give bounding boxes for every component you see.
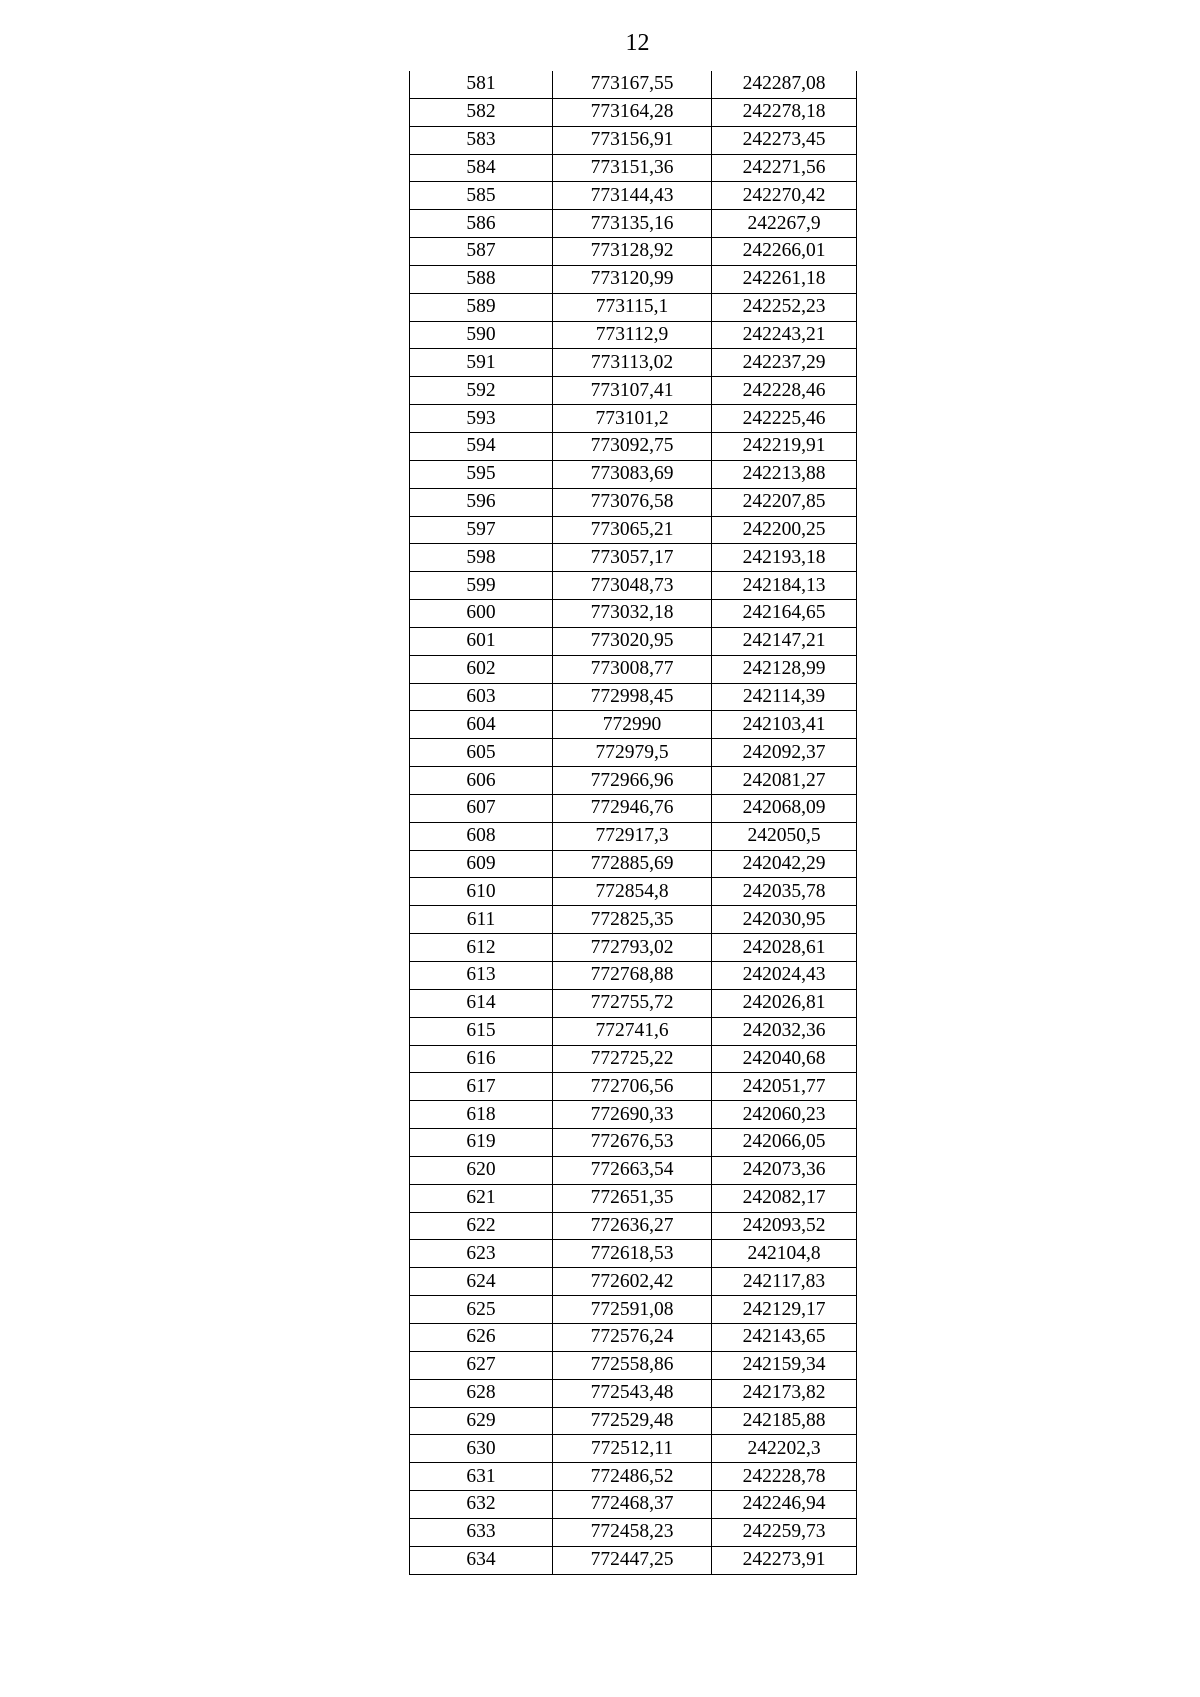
y-coordinate-cell: 242164,65 — [712, 600, 857, 628]
y-coordinate-cell: 242073,36 — [712, 1156, 857, 1184]
x-coordinate-cell: 772447,25 — [553, 1546, 712, 1574]
y-coordinate-cell: 242213,88 — [712, 460, 857, 488]
table-row — [410, 878, 857, 906]
y-coordinate-cell: 242060,23 — [712, 1101, 857, 1129]
x-coordinate-cell: 772854,8 — [553, 878, 712, 906]
y-coordinate-cell: 242207,85 — [712, 488, 857, 516]
table-row — [410, 516, 857, 544]
point-number-cell: 623 — [410, 1240, 553, 1268]
y-coordinate-cell: 242092,37 — [712, 739, 857, 767]
y-coordinate-cell: 242032,36 — [712, 1017, 857, 1045]
point-number-cell: 617 — [410, 1073, 553, 1101]
point-number-cell: 593 — [410, 405, 553, 433]
point-number-cell: 592 — [410, 377, 553, 405]
x-coordinate-cell: 773057,17 — [553, 544, 712, 572]
point-number-cell: 588 — [410, 265, 553, 293]
x-coordinate-cell: 773115,1 — [553, 293, 712, 321]
point-number-cell: 599 — [410, 572, 553, 600]
table-row — [410, 154, 857, 182]
table-row — [410, 1045, 857, 1073]
table-row — [410, 405, 857, 433]
x-coordinate-cell: 772663,54 — [553, 1156, 712, 1184]
x-coordinate-cell: 772990 — [553, 711, 712, 739]
point-number-cell: 601 — [410, 627, 553, 655]
x-coordinate-cell: 773101,2 — [553, 405, 712, 433]
point-number-cell: 605 — [410, 739, 553, 767]
y-coordinate-cell: 242040,68 — [712, 1045, 857, 1073]
point-number-cell: 620 — [410, 1156, 553, 1184]
table-row — [410, 655, 857, 683]
table-row — [410, 1546, 857, 1574]
x-coordinate-cell: 773092,75 — [553, 432, 712, 460]
x-coordinate-cell: 772966,96 — [553, 767, 712, 795]
point-number-cell: 597 — [410, 516, 553, 544]
x-coordinate-cell: 772636,27 — [553, 1212, 712, 1240]
x-coordinate-cell: 772558,86 — [553, 1351, 712, 1379]
y-coordinate-cell: 242026,81 — [712, 989, 857, 1017]
point-number-cell: 594 — [410, 432, 553, 460]
x-coordinate-cell: 772979,5 — [553, 739, 712, 767]
x-coordinate-cell: 772529,48 — [553, 1407, 712, 1435]
point-number-cell: 611 — [410, 906, 553, 934]
x-coordinate-cell: 773128,92 — [553, 238, 712, 266]
table-row — [410, 683, 857, 711]
table-row — [410, 1463, 857, 1491]
x-coordinate-cell: 772755,72 — [553, 989, 712, 1017]
table-row — [410, 1351, 857, 1379]
table-row — [410, 989, 857, 1017]
table-row — [410, 544, 857, 572]
table-row — [410, 432, 857, 460]
table-row — [410, 460, 857, 488]
point-number-cell: 602 — [410, 655, 553, 683]
y-coordinate-cell: 242042,29 — [712, 850, 857, 878]
y-coordinate-cell: 242261,18 — [712, 265, 857, 293]
x-coordinate-cell: 773076,58 — [553, 488, 712, 516]
y-coordinate-cell: 242228,46 — [712, 377, 857, 405]
table-row — [410, 1156, 857, 1184]
coordinates-table — [409, 71, 857, 1575]
x-coordinate-cell: 773107,41 — [553, 377, 712, 405]
y-coordinate-cell: 242143,65 — [712, 1323, 857, 1351]
x-coordinate-cell: 773020,95 — [553, 627, 712, 655]
point-number-cell: 587 — [410, 238, 553, 266]
y-coordinate-cell: 242184,13 — [712, 572, 857, 600]
x-coordinate-cell: 773048,73 — [553, 572, 712, 600]
table-row — [410, 265, 857, 293]
point-number-cell: 609 — [410, 850, 553, 878]
y-coordinate-cell: 242128,99 — [712, 655, 857, 683]
y-coordinate-cell: 242066,05 — [712, 1129, 857, 1157]
table-row — [410, 1073, 857, 1101]
x-coordinate-cell: 773167,55 — [553, 71, 712, 98]
x-coordinate-cell: 772676,53 — [553, 1129, 712, 1157]
y-coordinate-cell: 242114,39 — [712, 683, 857, 711]
y-coordinate-cell: 242030,95 — [712, 906, 857, 934]
point-number-cell: 631 — [410, 1463, 553, 1491]
x-coordinate-cell: 773120,99 — [553, 265, 712, 293]
point-number-cell: 634 — [410, 1546, 553, 1574]
table-row — [410, 1129, 857, 1157]
x-coordinate-cell: 772690,33 — [553, 1101, 712, 1129]
point-number-cell: 624 — [410, 1268, 553, 1296]
x-coordinate-cell: 773144,43 — [553, 182, 712, 210]
point-number-cell: 600 — [410, 600, 553, 628]
y-coordinate-cell: 242103,41 — [712, 711, 857, 739]
y-coordinate-cell: 242200,25 — [712, 516, 857, 544]
x-coordinate-cell: 772486,52 — [553, 1463, 712, 1491]
y-coordinate-cell: 242028,61 — [712, 934, 857, 962]
coordinates-table-body — [410, 71, 857, 1574]
point-number-cell: 581 — [410, 71, 553, 98]
point-number-cell: 626 — [410, 1323, 553, 1351]
x-coordinate-cell: 772825,35 — [553, 906, 712, 934]
y-coordinate-cell: 242082,17 — [712, 1184, 857, 1212]
x-coordinate-cell: 772512,11 — [553, 1435, 712, 1463]
table-row — [410, 767, 857, 795]
y-coordinate-cell: 242050,5 — [712, 822, 857, 850]
table-row — [410, 1518, 857, 1546]
table-row — [410, 934, 857, 962]
point-number-cell: 606 — [410, 767, 553, 795]
x-coordinate-cell: 772618,53 — [553, 1240, 712, 1268]
point-number-cell: 584 — [410, 154, 553, 182]
y-coordinate-cell: 242068,09 — [712, 794, 857, 822]
table-row — [410, 1323, 857, 1351]
x-coordinate-cell: 772706,56 — [553, 1073, 712, 1101]
y-coordinate-cell: 242159,34 — [712, 1351, 857, 1379]
point-number-cell: 596 — [410, 488, 553, 516]
y-coordinate-cell: 242278,18 — [712, 98, 857, 126]
x-coordinate-cell: 773032,18 — [553, 600, 712, 628]
table-row — [410, 1212, 857, 1240]
table-row — [410, 1101, 857, 1129]
y-coordinate-cell: 242273,45 — [712, 126, 857, 154]
table-row — [410, 349, 857, 377]
table-row — [410, 1017, 857, 1045]
x-coordinate-cell: 772946,76 — [553, 794, 712, 822]
y-coordinate-cell: 242225,46 — [712, 405, 857, 433]
point-number-cell: 590 — [410, 321, 553, 349]
point-number-cell: 629 — [410, 1407, 553, 1435]
point-number-cell: 628 — [410, 1379, 553, 1407]
point-number-cell: 589 — [410, 293, 553, 321]
y-coordinate-cell: 242129,17 — [712, 1296, 857, 1324]
x-coordinate-cell: 773008,77 — [553, 655, 712, 683]
y-coordinate-cell: 242193,18 — [712, 544, 857, 572]
table-row — [410, 627, 857, 655]
table-row — [410, 906, 857, 934]
y-coordinate-cell: 242267,9 — [712, 210, 857, 238]
y-coordinate-cell: 242051,77 — [712, 1073, 857, 1101]
y-coordinate-cell: 242243,21 — [712, 321, 857, 349]
y-coordinate-cell: 242271,56 — [712, 154, 857, 182]
table-row — [410, 293, 857, 321]
x-coordinate-cell: 772917,3 — [553, 822, 712, 850]
point-number-cell: 625 — [410, 1296, 553, 1324]
x-coordinate-cell: 773156,91 — [553, 126, 712, 154]
table-row — [410, 1379, 857, 1407]
x-coordinate-cell: 772741,6 — [553, 1017, 712, 1045]
x-coordinate-cell: 772468,37 — [553, 1491, 712, 1519]
table-row — [410, 711, 857, 739]
table-row — [410, 1268, 857, 1296]
table-row — [410, 794, 857, 822]
point-number-cell: 630 — [410, 1435, 553, 1463]
x-coordinate-cell: 773135,16 — [553, 210, 712, 238]
table-row — [410, 1296, 857, 1324]
point-number-cell: 608 — [410, 822, 553, 850]
table-row — [410, 1407, 857, 1435]
x-coordinate-cell: 772602,42 — [553, 1268, 712, 1296]
table-row — [410, 1240, 857, 1268]
x-coordinate-cell: 772998,45 — [553, 683, 712, 711]
table-row — [410, 739, 857, 767]
x-coordinate-cell: 772651,35 — [553, 1184, 712, 1212]
point-number-cell: 586 — [410, 210, 553, 238]
table-row — [410, 98, 857, 126]
x-coordinate-cell: 772885,69 — [553, 850, 712, 878]
table-row — [410, 962, 857, 990]
y-coordinate-cell: 242147,21 — [712, 627, 857, 655]
point-number-cell: 610 — [410, 878, 553, 906]
table-row — [410, 71, 857, 98]
point-number-cell: 622 — [410, 1212, 553, 1240]
y-coordinate-cell: 242259,73 — [712, 1518, 857, 1546]
y-coordinate-cell: 242246,94 — [712, 1491, 857, 1519]
x-coordinate-cell: 773083,69 — [553, 460, 712, 488]
y-coordinate-cell: 242081,27 — [712, 767, 857, 795]
x-coordinate-cell: 772591,08 — [553, 1296, 712, 1324]
point-number-cell: 595 — [410, 460, 553, 488]
point-number-cell: 591 — [410, 349, 553, 377]
x-coordinate-cell: 773151,36 — [553, 154, 712, 182]
x-coordinate-cell: 773113,02 — [553, 349, 712, 377]
y-coordinate-cell: 242035,78 — [712, 878, 857, 906]
y-coordinate-cell: 242270,42 — [712, 182, 857, 210]
table-row — [410, 210, 857, 238]
y-coordinate-cell: 242266,01 — [712, 238, 857, 266]
table-row — [410, 822, 857, 850]
x-coordinate-cell: 772793,02 — [553, 934, 712, 962]
y-coordinate-cell: 242117,83 — [712, 1268, 857, 1296]
point-number-cell: 585 — [410, 182, 553, 210]
point-number-cell: 619 — [410, 1129, 553, 1157]
x-coordinate-cell: 773112,9 — [553, 321, 712, 349]
x-coordinate-cell: 773065,21 — [553, 516, 712, 544]
point-number-cell: 583 — [410, 126, 553, 154]
point-number-cell: 582 — [410, 98, 553, 126]
y-coordinate-cell: 242093,52 — [712, 1212, 857, 1240]
table-row — [410, 377, 857, 405]
point-number-cell: 618 — [410, 1101, 553, 1129]
y-coordinate-cell: 242273,91 — [712, 1546, 857, 1574]
y-coordinate-cell: 242237,29 — [712, 349, 857, 377]
point-number-cell: 621 — [410, 1184, 553, 1212]
y-coordinate-cell: 242024,43 — [712, 962, 857, 990]
x-coordinate-cell: 772458,23 — [553, 1518, 712, 1546]
table-row — [410, 238, 857, 266]
point-number-cell: 613 — [410, 962, 553, 990]
table-row — [410, 1435, 857, 1463]
x-coordinate-cell: 772725,22 — [553, 1045, 712, 1073]
y-coordinate-cell: 242104,8 — [712, 1240, 857, 1268]
table-row — [410, 850, 857, 878]
table-row — [410, 182, 857, 210]
y-coordinate-cell: 242185,88 — [712, 1407, 857, 1435]
page-number: 12 — [625, 30, 650, 56]
point-number-cell: 632 — [410, 1491, 553, 1519]
table-row — [410, 321, 857, 349]
point-number-cell: 598 — [410, 544, 553, 572]
y-coordinate-cell: 242202,3 — [712, 1435, 857, 1463]
point-number-cell: 627 — [410, 1351, 553, 1379]
table-row — [410, 572, 857, 600]
y-coordinate-cell: 242173,82 — [712, 1379, 857, 1407]
y-coordinate-cell: 242228,78 — [712, 1463, 857, 1491]
table-row — [410, 1491, 857, 1519]
table-row — [410, 488, 857, 516]
y-coordinate-cell: 242219,91 — [712, 432, 857, 460]
x-coordinate-cell: 772576,24 — [553, 1323, 712, 1351]
table-row — [410, 1184, 857, 1212]
point-number-cell: 607 — [410, 794, 553, 822]
table-row — [410, 600, 857, 628]
point-number-cell: 603 — [410, 683, 553, 711]
point-number-cell: 615 — [410, 1017, 553, 1045]
point-number-cell: 633 — [410, 1518, 553, 1546]
y-coordinate-cell: 242287,08 — [712, 71, 857, 98]
point-number-cell: 616 — [410, 1045, 553, 1073]
table-row — [410, 126, 857, 154]
x-coordinate-cell: 772543,48 — [553, 1379, 712, 1407]
x-coordinate-cell: 772768,88 — [553, 962, 712, 990]
point-number-cell: 604 — [410, 711, 553, 739]
point-number-cell: 612 — [410, 934, 553, 962]
x-coordinate-cell: 773164,28 — [553, 98, 712, 126]
point-number-cell: 614 — [410, 989, 553, 1017]
y-coordinate-cell: 242252,23 — [712, 293, 857, 321]
